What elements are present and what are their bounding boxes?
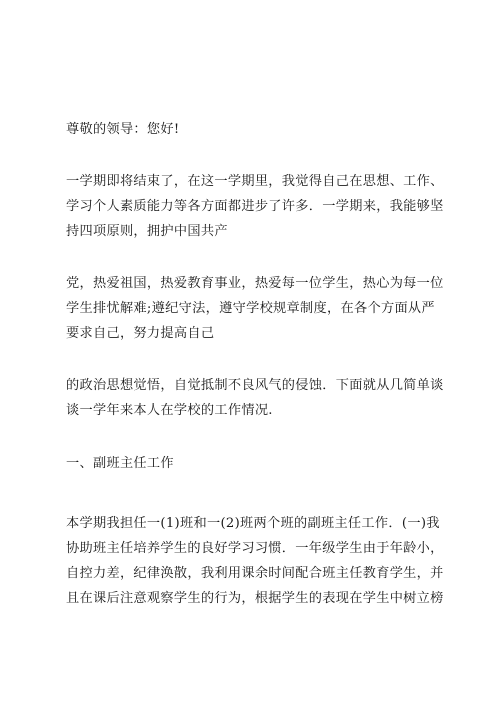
salutation	[66, 117, 446, 142]
paragraph-4-line-3: 自控力差，纪律涣散，我利用课余时间配合班主任教育学生，并	[66, 566, 444, 581]
paragraph-1-line-1: 一学期即将结束了，在这一学期里，我觉得自己在思想、工作、	[66, 174, 444, 189]
paragraph-4-line-2: 协助班主任培养学生的良好学习习惯．一年级学生由于年龄小，	[66, 541, 444, 556]
paragraph-2-line-1: 党，热爱祖国，热爱教育事业，热爱每一位学生，热心为每一位	[66, 276, 444, 291]
paragraph-2-line-3: 要求自己，努力提高自己	[66, 326, 215, 341]
paragraph-4-line-1: 本学期我担任一(1)班和一(2)班两个班的副班主任工作．(一)我	[66, 516, 440, 531]
paragraph-1-line-3: 持四项原则，拥护中国共产	[66, 224, 228, 239]
salutation-line: 尊敬的领导：您好!	[66, 122, 180, 137]
paragraph-3	[66, 373, 446, 423]
paragraph-2	[66, 271, 446, 346]
section-heading-line: 一、副班主任工作	[66, 456, 174, 471]
paragraph-4-line-4: 且在课后注意观察学生的行为，根据学生的表现在学生中树立榜	[66, 591, 444, 606]
paragraph-4	[66, 511, 446, 611]
paragraph-1-line-2: 学习个人素质能力等各方面都进步了许多．一学期来，我能够坚	[66, 199, 444, 214]
paragraph-1	[66, 169, 446, 244]
paragraph-3-line-1: 的政治思想觉悟，自觉抵制不良风气的侵蚀．下面就从几简单谈	[66, 378, 444, 393]
paragraph-3-line-2: 谈一学年来本人在学校的工作情况.	[66, 403, 273, 418]
paragraph-2-line-2: 学生排忧解难;遵纪守法，遵守学校规章制度，在各个方面从严	[66, 301, 435, 316]
section-heading	[66, 451, 446, 476]
